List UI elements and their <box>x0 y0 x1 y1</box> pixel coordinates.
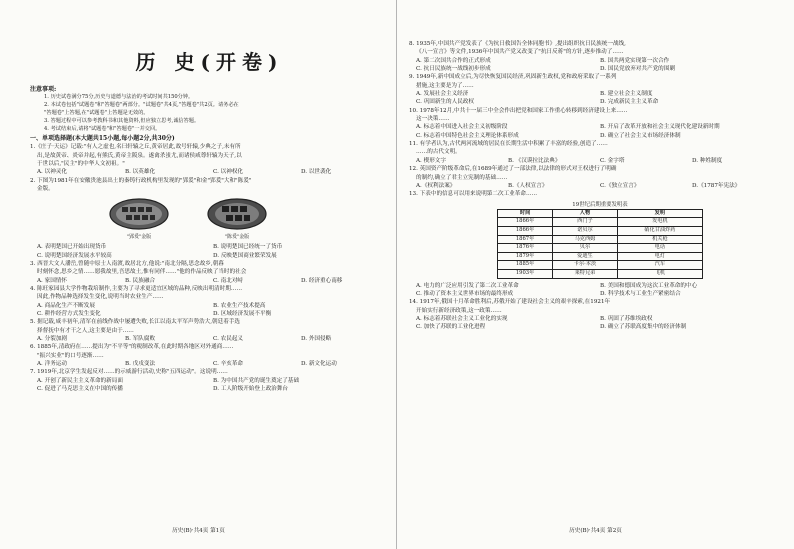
table-cell: 汽车 <box>617 261 702 270</box>
table-header-row <box>498 209 703 218</box>
coin-figures <box>30 193 389 243</box>
question-line: 3. 西晋大文人潘岳,曾随中原士人南渡,故居北方,他说:"南北分隔,思念故乡,朝暮 <box>30 260 224 267</box>
option-d[interactable]: D. 完成新民主主义革命 <box>600 99 659 106</box>
option-b[interactable]: B. 民族融合 <box>125 277 156 284</box>
table-cell: 1876年 <box>498 244 553 253</box>
question-line: 这一决策…… <box>416 116 450 123</box>
question-line: 开始实行新经济政策,这一政策…… <box>416 307 502 314</box>
gold-plate-image <box>206 197 268 231</box>
option-c[interactable]: C. 巩固新生的人民政权 <box>416 99 474 106</box>
table-cell: 电灯 <box>617 252 702 261</box>
notice-item: 1. 历史试卷满分75分,历史与道德与法治的考试时间共150分钟。 <box>44 94 194 101</box>
table-cell: 1879年 <box>498 252 553 261</box>
page-footer-right: 历史(B)·共4页 第2页 <box>569 527 622 534</box>
question-line: 时刻怀念,思乡之情……愿我故里,吾思故土,惟有同伴……"他的作品反映了当时的社会 <box>37 269 247 276</box>
question-line: 措施,这主要是为了…… <box>416 82 474 89</box>
question-6 <box>30 343 389 368</box>
table-cell: 1885年 <box>498 261 553 270</box>
option-a[interactable]: A. 电力的广泛应用引发了第二次工业革命 <box>416 282 519 289</box>
option-b[interactable]: B. 戊戌变法 <box>125 361 156 368</box>
option-a[interactable]: A. 表明楚国已开始出现货币 <box>37 244 107 251</box>
option-a[interactable]: A. 商品化生产不断发展 <box>37 302 95 309</box>
table-wrapper <box>409 201 784 279</box>
question-12 <box>409 165 784 190</box>
table-row <box>498 252 703 261</box>
option-b[interactable]: B. 国共两党实现第一次合作 <box>600 57 670 64</box>
table-cell: 莱特兄弟 <box>553 270 618 279</box>
option-c[interactable]: C. 促进了马克思主义在中国的传播 <box>37 386 123 393</box>
option-c[interactable]: C. 农民起义 <box>213 336 244 343</box>
option-a[interactable]: A. 标志着中国进入社会主义初级阶段 <box>416 124 508 131</box>
option-a[interactable]: A. 第二次国共合作的正式形成 <box>416 57 491 64</box>
question-line: 14. 1917年,俄国十月革命胜利后,苏俄开始了建设社会主义的艰辛探索,在1921年 <box>409 299 611 306</box>
option-c[interactable]: C. 以神权化 <box>213 169 244 176</box>
option-c[interactable]: C. 辛亥革命 <box>213 361 244 368</box>
options <box>30 277 389 285</box>
right-page <box>397 0 794 549</box>
question-line: 1.《庄子·天运》记载:"有人之虚也,名曰轩辕之丘,黄帝居此,故号轩辕,少典之子,未有所 <box>30 144 241 151</box>
question-11 <box>409 140 784 165</box>
question-13 <box>409 190 784 298</box>
option-c[interactable]: C. 金字塔 <box>600 157 625 164</box>
table-cell: 贝尔 <box>553 244 618 253</box>
question-14 <box>409 298 784 331</box>
option-a[interactable]: A. 开创了新民主主义革命的新局面 <box>37 377 123 384</box>
question-line: 11. 有学者认为,古代两河流域的居民在长期生活中积累了丰富的经验,创造了…… <box>409 141 608 148</box>
options <box>30 168 389 176</box>
option-d[interactable]: D.《1787年宪法》 <box>692 182 741 189</box>
options <box>409 123 784 140</box>
option-d[interactable]: D. 工人阶级开始登上政治舞台 <box>213 386 288 393</box>
option-c[interactable]: C.《独立宣言》 <box>600 182 640 189</box>
option-d[interactable]: D. 反映楚国商业繁荣发展 <box>213 252 277 259</box>
question-8 <box>409 40 784 73</box>
option-c[interactable]: C. 抗日民族统一战线初步形成 <box>416 66 491 73</box>
question-line: 9. 1949年,新中国成立后,为尽快恢复国民经济,巩固新生政权,党和政府采取了一系列 <box>409 74 617 81</box>
options <box>30 335 389 343</box>
notice-list <box>30 94 389 134</box>
table-cell: 卡尔·本茨 <box>553 261 618 270</box>
table-cell: 1866年 <box>498 227 553 236</box>
question-7 <box>30 368 389 393</box>
question-4 <box>30 285 389 318</box>
table-cell: 西门子 <box>553 218 618 227</box>
option-b[interactable]: B. 为中国共产党的诞生奠定了基础 <box>213 377 299 384</box>
table-cell: 电话 <box>617 244 702 253</box>
options <box>30 360 389 368</box>
table-cell: 机关枪 <box>617 235 702 244</box>
notice-item: "答题卷"上答题,在"试题卷"上答题是无效的。 <box>44 110 149 117</box>
option-d[interactable]: D. 新文化运动 <box>301 361 337 368</box>
options <box>409 282 784 299</box>
question-line: 5. 据记载,咸丰初年,清军在前线作战中屡遭失败,长江以南太平军声势浩大,朝廷着手选 <box>30 319 241 326</box>
question-line: 2. 下图为1981年在安徽贵池县出土的秦铸行政机构里发现的"郢爰"和金"郢爰"大和"陈爰" <box>30 177 252 184</box>
question-line: 《八一宣言》等文件,1936年中国共产党又改变了"抗日反蒋"的方针,逐步推动了…… <box>416 49 624 56</box>
question-line: 13. 下表中的信息可以用来说明第二次工业革命…… <box>409 191 538 198</box>
table-row <box>498 235 703 244</box>
options <box>30 377 389 394</box>
table-row <box>498 227 703 236</box>
exam-title: 历 史(开卷) <box>135 50 284 74</box>
options <box>409 57 784 74</box>
option-a[interactable]: A. 标志着苏联社会主义工业化的实现 <box>416 316 508 322</box>
question-line: "振兴实业"的口号逐渐…… <box>37 352 104 359</box>
option-d[interactable]: D. 国民党放弃对共产党的围剿 <box>600 66 675 73</box>
question-1 <box>30 143 389 176</box>
option-d[interactable]: D. 区域经济发展不平衡 <box>213 311 272 318</box>
option-b[interactable]: B. 说明楚国已经统一了货币 <box>213 244 283 251</box>
question-2 <box>30 177 389 260</box>
option-a[interactable]: A. 发展社会主义经济 <box>416 91 469 98</box>
options <box>30 243 389 260</box>
option-b[interactable]: B. 以英雄化 <box>125 169 156 176</box>
question-line: 8. 1935年,中国共产党发表了《为抗日救国告全体同胞书》,提出组织抗日民族统一战线, <box>409 41 626 47</box>
table-cell: 1867年 <box>498 235 553 244</box>
question-line: 的制约,确立了君主立宪制的基础…… <box>416 174 508 181</box>
option-d[interactable]: D. 确立了社会主义市场经济体制 <box>600 132 681 139</box>
table-cell: 飞机 <box>617 270 702 279</box>
option-c[interactable]: C. 南北对峙 <box>213 277 244 284</box>
coin-figure-b <box>206 197 268 241</box>
notice-item: 3. 答题过程中可以参考教科书和其他资料,但应独立思考,诚信答题。 <box>44 118 200 125</box>
option-d[interactable]: D. 种姓制度 <box>692 157 723 164</box>
option-a[interactable]: A. 洋务运动 <box>37 361 67 368</box>
table-title: 19世纪后期重要发明表 <box>572 201 628 208</box>
page-footer-left: 历史(B)·共4页 第1页 <box>172 527 225 534</box>
option-b[interactable]: B. 开启了改革开放和社会主义现代化建设新时期 <box>600 124 720 131</box>
question-line: 6. 1885年,清政府在……提出为"不平等"的税制改革,在此时期各地区对外通商…… <box>30 344 234 351</box>
question-line: ……的古代文明。 <box>416 149 461 156</box>
table-cell: 爱迪生 <box>553 252 618 261</box>
table-row <box>498 244 703 253</box>
option-a[interactable]: A.《权利法案》 <box>416 182 456 189</box>
option-c[interactable]: C. 推动了资本主义世界市场的最终形成 <box>416 290 514 297</box>
option-b[interactable]: B. 巩固了苏维埃政权 <box>600 316 653 322</box>
table-header: 人物 <box>553 209 618 218</box>
option-a[interactable]: A. 楔形文字 <box>416 157 446 164</box>
options <box>30 302 389 319</box>
table-cell: 硝化甘油炸药 <box>617 227 702 236</box>
inventions-table <box>497 209 703 279</box>
option-d[interactable]: D. 科学技术与工业生产紧密结合 <box>600 290 681 297</box>
question-line: 因此,作物品种选择发生变化,说明当时农业生产…… <box>37 294 164 301</box>
table-row <box>498 261 703 270</box>
question-line: 10. 1978年12月,中共十一届三中全会作出把党和国家工作重心转移到经济建设上来…… <box>409 107 628 114</box>
option-a[interactable]: A. 以神灵化 <box>37 169 67 176</box>
question-10 <box>409 107 784 140</box>
question-line: 7. 1919年,北京学生发起反对……的示威游行活动,史称"五四运动"。这说明…… <box>30 369 228 376</box>
options <box>409 315 784 332</box>
option-c[interactable]: C. 加快了苏联的工业化进程 <box>416 324 486 331</box>
question-line: 12. 英国资产阶级革命后,在1689年通过了一部法律,以法律的形式对王权进行了明确 <box>409 166 617 173</box>
option-c[interactable]: C. 标志着中国特色社会主义理论体系形成 <box>416 132 519 139</box>
option-b[interactable]: B.《人权宣言》 <box>508 182 548 189</box>
gold-plate-image <box>108 197 170 231</box>
coin-caption: "郢爰"金版 <box>126 234 152 241</box>
table-header: 发明 <box>617 209 702 218</box>
notice-item: 2. 本试卷包括"试题卷"和"答题卷"两部分。"试题卷"共4页,"答题卷"共2页。请务必在 <box>44 102 239 109</box>
options <box>409 90 784 107</box>
option-d[interactable]: D. 经济重心南移 <box>301 277 343 284</box>
option-b[interactable]: B. 《汉谟拉比法典》 <box>508 157 561 164</box>
coin-caption: "陈爰"金版 <box>224 234 250 241</box>
question-line: 于世以后,"民主"的中华人文初祖。" <box>37 160 125 167</box>
option-b[interactable]: B. 美国和德国成为这次工业革命的中心 <box>600 282 698 289</box>
options <box>409 157 784 165</box>
question-9 <box>409 73 784 106</box>
question-line: 金版。 <box>37 185 54 192</box>
table-cell: 发电机 <box>617 218 702 227</box>
table-cell: 马克西姆 <box>553 235 618 244</box>
option-a[interactable]: A. 分裂加剧 <box>37 336 67 343</box>
question-5 <box>30 318 389 343</box>
table-row <box>498 270 703 279</box>
table-header: 时间 <box>498 209 553 218</box>
section-title: 一、单项选择题(本大题共15小题,每小题2分,共30分) <box>30 134 175 142</box>
question-line: 出,是故黄帝、炎帝并起,有熊氏,黄帝主阪泉。遂禽杀蚩尤,而诸侯咸尊轩辕为天子,以 <box>37 152 242 159</box>
option-c[interactable]: C. 耕作经营方式发生变化 <box>37 311 101 318</box>
option-b[interactable]: B. 建立社会主义制度 <box>600 91 653 98</box>
option-d[interactable]: D. 以世袭化 <box>301 169 332 176</box>
table-row <box>498 218 703 227</box>
option-c[interactable]: C. 说明楚国经济发展水平较高 <box>37 252 112 259</box>
coin-figure-a <box>108 197 170 241</box>
table-cell: 1866年 <box>498 218 553 227</box>
option-d[interactable]: D. 外国侵略 <box>301 336 332 343</box>
question-line: 4. 陈旺家园县大学作物栽培制作,主要为了寻求更适宜区域的品种,反映出明清时期…… <box>30 286 243 292</box>
option-b[interactable]: B. 农业生产技术提高 <box>213 302 266 309</box>
question-line: 择督抚中有才干之人,这主要是由于…… <box>37 327 134 334</box>
option-d[interactable]: D. 确立了苏联高度集中的经济体制 <box>600 324 687 331</box>
table-cell: 诺贝尔 <box>553 227 618 236</box>
options <box>409 182 784 190</box>
notice-title: 注意事项: <box>30 86 57 93</box>
question-3 <box>30 260 389 285</box>
notice-item: 4. 考试结束后,请将"试题卷"和"答题卷"一并交回。 <box>44 125 161 132</box>
option-b[interactable]: B. 军队腐败 <box>125 336 156 343</box>
table-cell: 1903年 <box>498 270 553 279</box>
option-a[interactable]: A. 家国情怀 <box>37 277 67 284</box>
